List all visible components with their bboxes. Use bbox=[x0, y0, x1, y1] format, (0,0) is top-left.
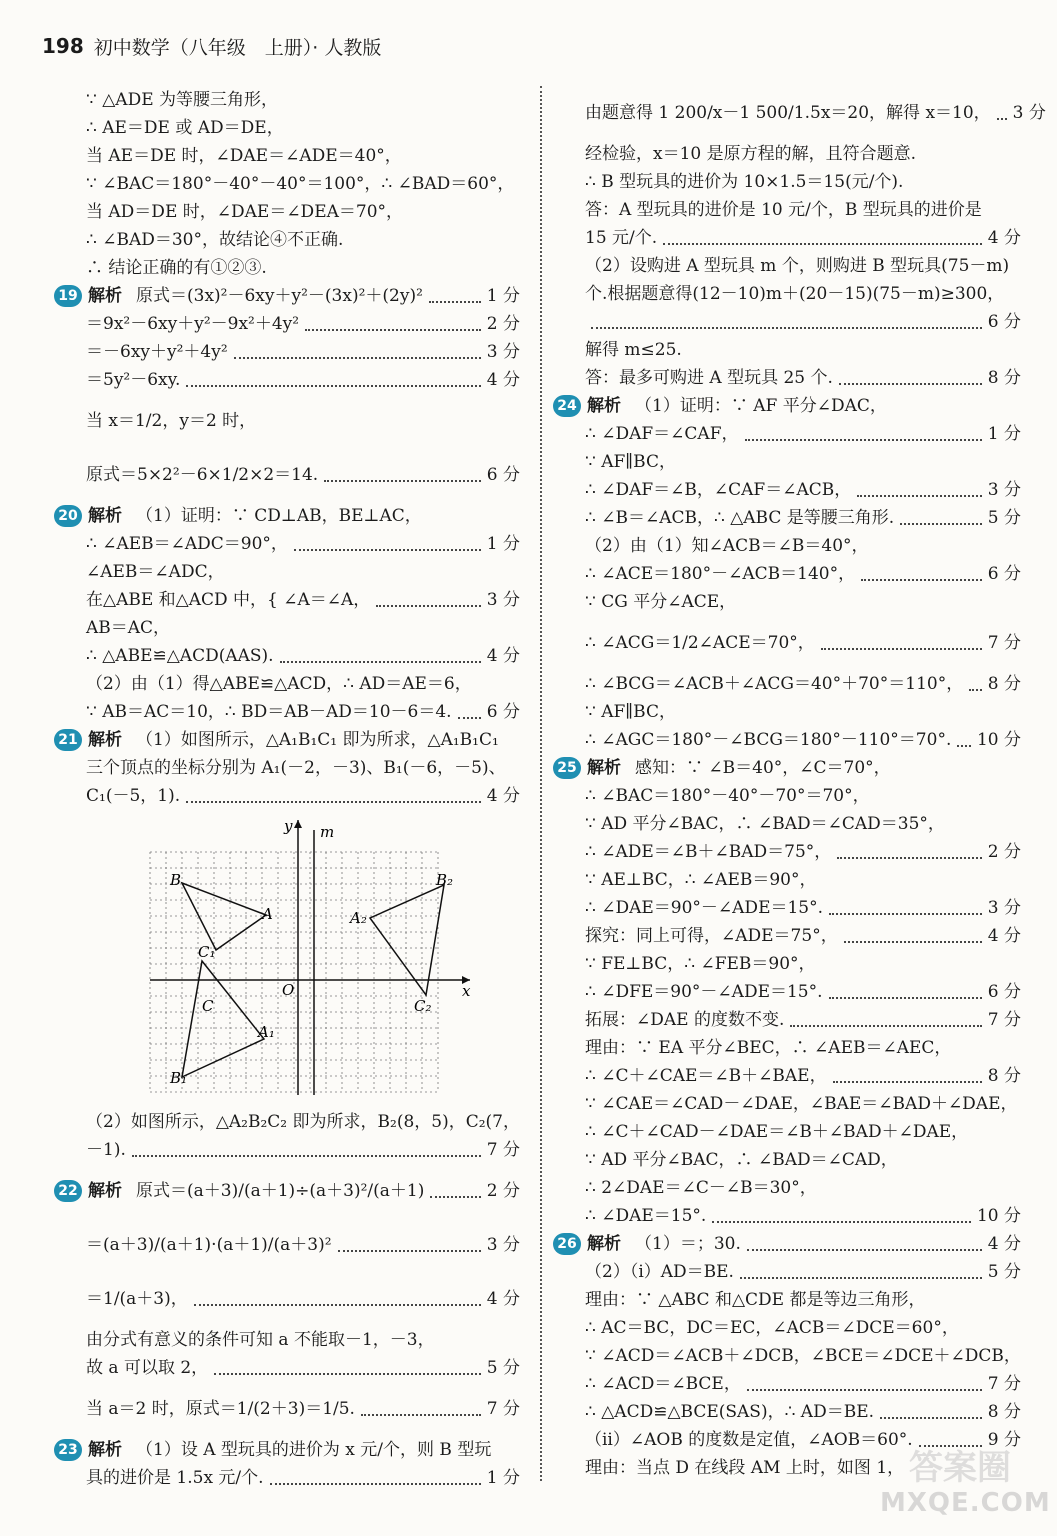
solution-line bbox=[585, 1398, 1021, 1426]
solution-line bbox=[86, 754, 520, 782]
leader-dots bbox=[957, 745, 971, 747]
line-text: ∴ △ACD≌△BCE(SAS)，∴ AD＝BE. bbox=[585, 1402, 875, 1422]
solution-line bbox=[86, 198, 520, 226]
line-text: 经检验，x＝10 是原方程的解，且符合题意. bbox=[585, 144, 917, 164]
line-text: ∴ ∠DAE＝15°. bbox=[585, 1206, 707, 1226]
label-a: A bbox=[262, 905, 273, 923]
leader-dots bbox=[338, 1250, 481, 1252]
score-mark: 8 分 bbox=[987, 1066, 1021, 1086]
solution-line bbox=[86, 642, 520, 670]
question-number bbox=[54, 282, 136, 310]
question-head-row bbox=[58, 282, 520, 310]
line-text: （ii）∠AOB 的度数是定值，∠AOB＝60°. bbox=[585, 1430, 913, 1450]
leader-dots bbox=[663, 243, 982, 245]
solution-line bbox=[585, 1118, 1021, 1146]
left-column bbox=[58, 86, 520, 1492]
solution-line bbox=[585, 252, 1021, 280]
score-mark: 4 分 bbox=[987, 228, 1021, 248]
line-text: （2）由（1）得△ABE≌△ACD，∴ AD＝AE＝6， bbox=[86, 674, 472, 694]
solution-line bbox=[585, 1034, 1021, 1062]
score-mark: 3 分 bbox=[1012, 103, 1046, 123]
solution-line bbox=[585, 670, 1021, 698]
line-text: ∵ AD 平分∠BAC，∴ ∠BAD＝∠CAD＝35°， bbox=[585, 814, 945, 834]
score-mark: 4 分 bbox=[486, 370, 520, 390]
line-text: ∵ AE⊥BC，∴ ∠AEB＝90°， bbox=[585, 870, 817, 890]
line-text: ∴ ∠BAD＝30°，故结论④不正确. bbox=[86, 230, 344, 250]
line-text: ＝5y²－6xy. bbox=[86, 370, 181, 390]
solution-line bbox=[585, 1090, 1021, 1118]
line-text: 理由：∵ EA 平分∠BEC，∴ ∠AEB＝∠AEC， bbox=[585, 1038, 952, 1058]
leader-dots bbox=[833, 1081, 982, 1083]
y-axis-arrow bbox=[294, 820, 302, 828]
leader-dots bbox=[430, 1196, 480, 1198]
solution-line bbox=[585, 168, 1021, 196]
line-text: ∵ AF∥BC， bbox=[585, 702, 676, 722]
question-head-row bbox=[557, 392, 1021, 420]
leader-dots bbox=[186, 801, 481, 803]
score-mark: 7 分 bbox=[987, 1010, 1021, 1030]
solution-line bbox=[86, 614, 520, 642]
line-m-label: m bbox=[320, 823, 335, 841]
question-badge: 26 bbox=[553, 1233, 581, 1255]
leader-dots bbox=[740, 1277, 982, 1279]
question-number bbox=[553, 1230, 635, 1258]
solution-line bbox=[86, 310, 520, 338]
score-mark: 9 分 bbox=[987, 1430, 1021, 1450]
label-a1: A₁ bbox=[258, 1023, 275, 1041]
score-mark: 1 分 bbox=[486, 534, 520, 554]
leader-dots bbox=[324, 480, 481, 482]
label-b1: B₁ bbox=[170, 1069, 188, 1087]
score-mark: 3 分 bbox=[987, 480, 1021, 500]
score-mark: 5 分 bbox=[486, 1358, 520, 1378]
page-header bbox=[42, 30, 381, 62]
question-head-row bbox=[58, 1436, 520, 1464]
solution-line bbox=[585, 1314, 1021, 1342]
question-badge: 20 bbox=[54, 505, 82, 527]
solution-line bbox=[86, 86, 520, 114]
watermark-site: MXQE.COM bbox=[880, 1488, 1051, 1518]
watermark bbox=[880, 1440, 1051, 1530]
solution-line bbox=[585, 280, 1021, 308]
solution-line bbox=[585, 448, 1021, 476]
leader-dots bbox=[294, 549, 481, 551]
line-text: 当 AD＝DE 时，∠DAE＝∠DEA＝70°， bbox=[86, 202, 404, 222]
label-b: B bbox=[170, 871, 182, 889]
line-text: 在△ABE 和△ACD 中，{ ∠A＝∠A， bbox=[86, 590, 371, 610]
line-text: （2）（i）AD＝BE. bbox=[585, 1262, 734, 1282]
solution-line bbox=[585, 1258, 1021, 1286]
solution-line bbox=[86, 1464, 520, 1492]
solution-line bbox=[585, 922, 1021, 950]
right-column bbox=[557, 86, 1046, 1482]
line-text: ∴ B 型玩具的进价为 10×1.5＝15(元/个). bbox=[585, 172, 904, 192]
line-text: 感知：∵ ∠B＝40°，∠C＝70°， bbox=[635, 758, 891, 778]
origin-label: O bbox=[282, 981, 295, 999]
line-text: 答：最多可购进 A 型玩具 25 个. bbox=[585, 368, 833, 388]
leader-dots bbox=[839, 383, 982, 385]
question-badge: 25 bbox=[553, 757, 581, 779]
watermark-logo: 答案圈 bbox=[909, 1448, 1011, 1488]
book-title: 初中数学（八年级 上册）· 人教版 bbox=[93, 36, 382, 59]
solution-line bbox=[585, 726, 1021, 754]
analysis-label: 解析 bbox=[88, 730, 122, 750]
solution-line bbox=[86, 448, 520, 502]
solution-line bbox=[86, 782, 520, 810]
leader-dots bbox=[186, 385, 480, 387]
leader-dots bbox=[790, 1025, 981, 1027]
solution-line bbox=[585, 196, 1021, 224]
line-text: （2）由（1）知∠ACB＝∠B＝40°， bbox=[585, 536, 869, 556]
leader-dots bbox=[132, 1155, 481, 1157]
solution-line bbox=[585, 1286, 1021, 1314]
label-c2: C₂ bbox=[414, 997, 432, 1015]
question-number bbox=[54, 1164, 136, 1218]
score-mark: 8 分 bbox=[987, 674, 1021, 694]
line-text: ∠AEB＝∠ADC， bbox=[86, 562, 225, 582]
y-axis-label: y bbox=[284, 817, 293, 835]
line-text: ∴ 结论正确的有①②③. bbox=[86, 258, 267, 278]
solution-line bbox=[86, 1326, 520, 1354]
line-text: 15 元/个. bbox=[585, 228, 658, 248]
question-head-row bbox=[557, 1230, 1021, 1258]
line-text: AB＝AC， bbox=[86, 618, 171, 638]
line-text: ∴ ∠B＝∠ACB，∴ △ABC 是等腰三角形. bbox=[585, 508, 895, 528]
label-c1: C₁ bbox=[198, 943, 216, 961]
line-text: ∵ AD 平分∠BAC，∴ ∠BAD＝∠CAD， bbox=[585, 1150, 898, 1170]
line-text: ∴ AE＝DE 或 AD＝DE， bbox=[86, 118, 284, 138]
line-text: （1）证明：∵ AF 平分∠DAC， bbox=[635, 396, 887, 416]
line-text: ＝1/(a＋3)， bbox=[86, 1289, 188, 1309]
leader-dots bbox=[844, 941, 982, 943]
line-text: ∴ ∠AGC＝180°－∠BCG＝180°－110°＝70°. bbox=[585, 730, 952, 750]
line-text: ∴ AC＝BC，DC＝EC，∠ACB＝∠DCE＝60°， bbox=[585, 1318, 959, 1338]
solution-line bbox=[585, 1062, 1021, 1090]
line-text: 原式＝(a＋3)/(a＋1)÷(a＋3)²/(a＋1) bbox=[136, 1181, 425, 1201]
score-mark: 7 分 bbox=[987, 1374, 1021, 1394]
score-mark: 3 分 bbox=[486, 342, 520, 362]
solution-line bbox=[585, 504, 1021, 532]
leader-dots bbox=[280, 661, 481, 663]
leader-dots bbox=[376, 605, 480, 607]
score-mark: 5 分 bbox=[987, 1262, 1021, 1282]
line-text: 当 x＝1/2，y＝2 时， bbox=[86, 411, 257, 431]
question-badge: 23 bbox=[54, 1439, 82, 1461]
column-divider bbox=[540, 86, 542, 1481]
leader-dots bbox=[861, 579, 982, 581]
question-number bbox=[553, 392, 635, 420]
page-number: 198 bbox=[42, 34, 84, 58]
score-mark: 8 分 bbox=[987, 368, 1021, 388]
solution-line bbox=[585, 894, 1021, 922]
label-c: C bbox=[202, 997, 214, 1015]
question-badge: 24 bbox=[553, 395, 581, 417]
leader-dots bbox=[429, 301, 481, 303]
solution-line bbox=[585, 1342, 1021, 1370]
solution-line bbox=[86, 1272, 520, 1326]
triangle-a2b2c2 bbox=[370, 885, 444, 995]
score-mark: 6 分 bbox=[987, 312, 1021, 332]
question-head-row bbox=[58, 1164, 520, 1218]
line-text: 原式＝5×2²－6×1/2×2＝14. bbox=[86, 465, 319, 485]
analysis-label: 解析 bbox=[88, 1440, 122, 1460]
solution-line bbox=[585, 698, 1021, 726]
score-mark: 4 分 bbox=[987, 1234, 1021, 1254]
line-text: ∴ ∠DFE＝90°－∠ADE＝15°. bbox=[585, 982, 823, 1002]
solution-line bbox=[86, 586, 520, 614]
solution-line bbox=[585, 588, 1021, 616]
solution-line bbox=[86, 394, 520, 448]
question-number bbox=[553, 754, 635, 782]
leader-dots bbox=[821, 648, 982, 650]
solution-line bbox=[86, 226, 520, 254]
line-text: ∴ ∠C＋∠CAE＝∠B＋∠BAE， bbox=[585, 1066, 827, 1086]
line-text: 当 AE＝DE 时，∠DAE＝∠ADE＝40°， bbox=[86, 146, 402, 166]
solution-line bbox=[585, 616, 1021, 670]
analysis-label: 解析 bbox=[587, 396, 621, 416]
score-mark: 4 分 bbox=[486, 786, 520, 806]
line-text: 当 a＝2 时，原式＝1/(2＋3)＝1/5. bbox=[86, 1399, 355, 1419]
solution-line bbox=[585, 336, 1021, 364]
line-text: ∴ ∠DAF＝∠CAF， bbox=[585, 424, 739, 444]
line-text: （1）如图所示，△A₁B₁C₁ 即为所求，△A₁B₁C₁ bbox=[136, 730, 499, 750]
line-text: （1）证明：∵ CD⊥AB，BE⊥AC， bbox=[136, 506, 422, 526]
leader-dots bbox=[997, 118, 1007, 120]
line-text: ∴ ∠ACG＝1/2∠ACE＝70°， bbox=[585, 633, 815, 653]
line-text: ∴ ∠BCG＝∠ACB＋∠ACG＝40°＋70°＝110°， bbox=[585, 674, 964, 694]
question-head-row bbox=[58, 502, 520, 530]
solution-line bbox=[86, 1108, 520, 1136]
leader-dots bbox=[712, 1221, 971, 1223]
score-mark: 4 分 bbox=[486, 1289, 520, 1309]
leader-dots bbox=[837, 857, 981, 859]
line-text: 理由：当点 D 在线段 AM 上时，如图 1， bbox=[585, 1458, 905, 1478]
line-text: ∵ CG 平分∠ACE， bbox=[585, 592, 737, 612]
score-mark: 7 分 bbox=[987, 633, 1021, 653]
solution-line bbox=[585, 532, 1021, 560]
solution-line bbox=[585, 1370, 1021, 1398]
triangle-a1b1c1 bbox=[182, 961, 264, 1077]
question-badge: 19 bbox=[54, 285, 82, 307]
solution-line bbox=[86, 558, 520, 586]
leader-dots bbox=[591, 327, 982, 329]
leader-dots bbox=[880, 1417, 982, 1419]
solution-line bbox=[86, 1354, 520, 1382]
leader-dots bbox=[305, 329, 481, 331]
analysis-label: 解析 bbox=[88, 506, 122, 526]
question-number bbox=[54, 502, 136, 530]
solution-line bbox=[86, 1136, 520, 1164]
line-text: ∵ ∠ACD＝∠ACB＋∠DCB，∠BCE＝∠DCE＋∠DCB， bbox=[585, 1346, 1021, 1366]
line-text: 故 a 可以取 2， bbox=[86, 1358, 209, 1378]
line-text: ∵ ∠CAE＝∠CAD－∠DAE，∠BAE＝∠BAD＋∠DAE， bbox=[585, 1094, 1018, 1114]
question-number bbox=[54, 726, 136, 754]
score-mark: 1 分 bbox=[486, 286, 520, 306]
solution-line bbox=[86, 530, 520, 558]
score-mark: 7 分 bbox=[486, 1399, 520, 1419]
line-text: ∵ AF∥BC， bbox=[585, 452, 676, 472]
leader-dots bbox=[745, 439, 982, 441]
line-text: ∴ ∠ACE＝180°－∠ACB＝140°， bbox=[585, 564, 856, 584]
line-text: ∵ ∠BAC＝180°－40°－40°＝100°，∴ ∠BAD＝60°， bbox=[86, 174, 515, 194]
solution-line bbox=[585, 224, 1021, 252]
leader-dots bbox=[270, 1483, 481, 1485]
leader-dots bbox=[194, 1304, 481, 1306]
solution-line bbox=[86, 170, 520, 198]
line-text: 原式＝(3x)²－6xy＋y²－(3x)²＋(2y)² bbox=[136, 286, 423, 306]
line-text: 由题意得 1 200/x－1 500/1.5x＝20，解得 x＝10， bbox=[585, 103, 991, 123]
score-mark: 4 分 bbox=[486, 646, 520, 666]
leader-dots bbox=[969, 689, 982, 691]
score-mark: 6 分 bbox=[486, 465, 520, 485]
score-mark: 10 分 bbox=[976, 730, 1021, 750]
line-text: 探究：同上可得，∠ADE＝75°， bbox=[585, 926, 838, 946]
label-b2: B₂ bbox=[436, 871, 454, 889]
line-text: ∵ △ADE 为等腰三角形， bbox=[86, 90, 279, 110]
leader-dots bbox=[214, 1373, 481, 1375]
question-number bbox=[54, 1436, 136, 1464]
x-axis-label: x bbox=[462, 982, 471, 1000]
line-text: 理由：∵ △ABC 和△CDE 都是等边三角形， bbox=[585, 1290, 926, 1310]
leader-dots bbox=[747, 1389, 982, 1391]
solution-line bbox=[86, 698, 520, 726]
line-text: ∵ AB＝AC＝10，∴ BD＝AB－AD＝10－6＝4. bbox=[86, 702, 452, 722]
solution-line bbox=[585, 1202, 1021, 1230]
line-text: C₁(－5，1). bbox=[86, 786, 181, 806]
leader-dots bbox=[829, 997, 982, 999]
line-text: （2）如图所示，△A₂B₂C₂ 即为所求，B₂(8，5)，C₂(7， bbox=[86, 1112, 520, 1132]
line-text: ∴ ∠ADE＝∠B＋∠BAD＝75°， bbox=[585, 842, 832, 862]
line-text: ＝9x²－6xy＋y²－9x²＋4y² bbox=[86, 314, 300, 334]
line-text: ∴ ∠BAC＝180°－40°－70°＝70°， bbox=[585, 786, 870, 806]
solution-line bbox=[585, 810, 1021, 838]
line-text: ∴ ∠DAF＝∠B，∠CAF＝∠ACB， bbox=[585, 480, 852, 500]
line-text: 三个顶点的坐标分别为 A₁(－2，－3)、B₁(－6，－5)、 bbox=[86, 758, 506, 778]
triangle-abc bbox=[182, 883, 266, 950]
solution-line bbox=[585, 950, 1021, 978]
solution-line bbox=[585, 86, 1046, 140]
line-text: ∴ ∠AEB＝∠ADC＝90°， bbox=[86, 534, 288, 554]
analysis-label: 解析 bbox=[88, 286, 122, 306]
line-text: （2）设购进 A 型玩具 m 个，则购进 B 型玩具(75－m) bbox=[585, 256, 1010, 276]
line-text: （1）＝；30. bbox=[635, 1234, 741, 1254]
question-head-row bbox=[58, 726, 520, 754]
line-text: 由分式有意义的条件可知 a 不能取－1，－3， bbox=[86, 1330, 435, 1350]
line-text: ∴ ∠ACD＝∠BCE， bbox=[585, 1374, 741, 1394]
score-mark: 2 分 bbox=[486, 1181, 520, 1201]
line-text: 具的进价是 1.5x 元/个. bbox=[86, 1468, 264, 1488]
solution-line bbox=[86, 142, 520, 170]
leader-dots bbox=[361, 1414, 481, 1416]
solution-line bbox=[86, 1382, 520, 1436]
score-mark: 6 分 bbox=[486, 702, 520, 722]
analysis-label: 解析 bbox=[587, 758, 621, 778]
coordinate-grid-figure bbox=[100, 815, 480, 1095]
solution-line bbox=[86, 254, 520, 282]
solution-line bbox=[585, 1174, 1021, 1202]
line-text: ∴ ∠DAE＝90°－∠ADE＝15°. bbox=[585, 898, 824, 918]
leader-dots bbox=[857, 495, 982, 497]
line-text: 答：A 型玩具的进价是 10 元/个，B 型玩具的进价是 bbox=[585, 200, 982, 220]
solution-line bbox=[585, 1006, 1021, 1034]
solution-line bbox=[585, 782, 1021, 810]
leader-dots bbox=[900, 523, 982, 525]
solution-line bbox=[86, 366, 520, 394]
line-text: 解得 m≤25. bbox=[585, 340, 682, 360]
solution-line bbox=[585, 140, 1021, 168]
question-badge: 21 bbox=[54, 729, 82, 751]
score-mark: 6 分 bbox=[987, 564, 1021, 584]
line-text: 个.根据题意得(12－10)m＋(20－15)(75－m)≥300， bbox=[585, 284, 1005, 304]
line-text: ＝－6xy＋y²＋4y² bbox=[86, 342, 228, 362]
solution-line bbox=[585, 1146, 1021, 1174]
solution-line bbox=[585, 866, 1021, 894]
line-text: －1). bbox=[86, 1140, 126, 1160]
solution-line bbox=[585, 364, 1021, 392]
score-mark: 4 分 bbox=[987, 926, 1021, 946]
score-mark: 8 分 bbox=[987, 1402, 1021, 1422]
solution-line bbox=[585, 560, 1021, 588]
score-mark: 10 分 bbox=[976, 1206, 1021, 1226]
leader-dots bbox=[747, 1249, 982, 1251]
solution-line bbox=[585, 838, 1021, 866]
score-mark: 1 分 bbox=[486, 1468, 520, 1488]
score-mark: 3 分 bbox=[987, 898, 1021, 918]
label-a2: A₂ bbox=[350, 909, 367, 927]
analysis-label: 解析 bbox=[88, 1181, 122, 1201]
leader-dots bbox=[458, 717, 481, 719]
solution-line bbox=[585, 978, 1021, 1006]
question-head-row bbox=[557, 754, 1021, 782]
score-mark: 3 分 bbox=[486, 1235, 520, 1255]
score-mark: 3 分 bbox=[486, 590, 520, 610]
solution-line bbox=[585, 476, 1021, 504]
score-mark: 1 分 bbox=[987, 424, 1021, 444]
score-mark: 5 分 bbox=[987, 508, 1021, 528]
line-text: ∴ △ABE≌△ACD(AAS). bbox=[86, 646, 274, 666]
question-badge: 22 bbox=[54, 1180, 82, 1202]
line-text: ∴ ∠C＋∠CAD－∠DAE＝∠B＋∠BAD＋∠DAE， bbox=[585, 1122, 969, 1142]
line-text: ＝(a＋3)/(a＋1)·(a＋1)/(a＋3)² bbox=[86, 1235, 332, 1255]
solution-line bbox=[86, 114, 520, 142]
solution-line bbox=[585, 308, 1021, 336]
analysis-label: 解析 bbox=[587, 1234, 621, 1254]
leader-dots bbox=[829, 913, 982, 915]
leader-dots bbox=[234, 357, 481, 359]
line-text: 拓展：∠DAE 的度数不变. bbox=[585, 1010, 785, 1030]
score-mark: 6 分 bbox=[987, 982, 1021, 1002]
solution-line bbox=[86, 1218, 520, 1272]
line-text: （1）设 A 型玩具的进价为 x 元/个，则 B 型玩 bbox=[136, 1440, 492, 1460]
solution-line bbox=[86, 338, 520, 366]
score-mark: 2 分 bbox=[486, 314, 520, 334]
line-text: ∴ 2∠DAE＝∠C－∠B＝30°， bbox=[585, 1178, 817, 1198]
solution-line bbox=[86, 670, 520, 698]
score-mark: 2 分 bbox=[987, 842, 1021, 862]
line-text: ∵ FE⊥BC，∴ ∠FEB＝90°， bbox=[585, 954, 816, 974]
score-mark: 7 分 bbox=[486, 1140, 520, 1160]
solution-line bbox=[585, 420, 1021, 448]
